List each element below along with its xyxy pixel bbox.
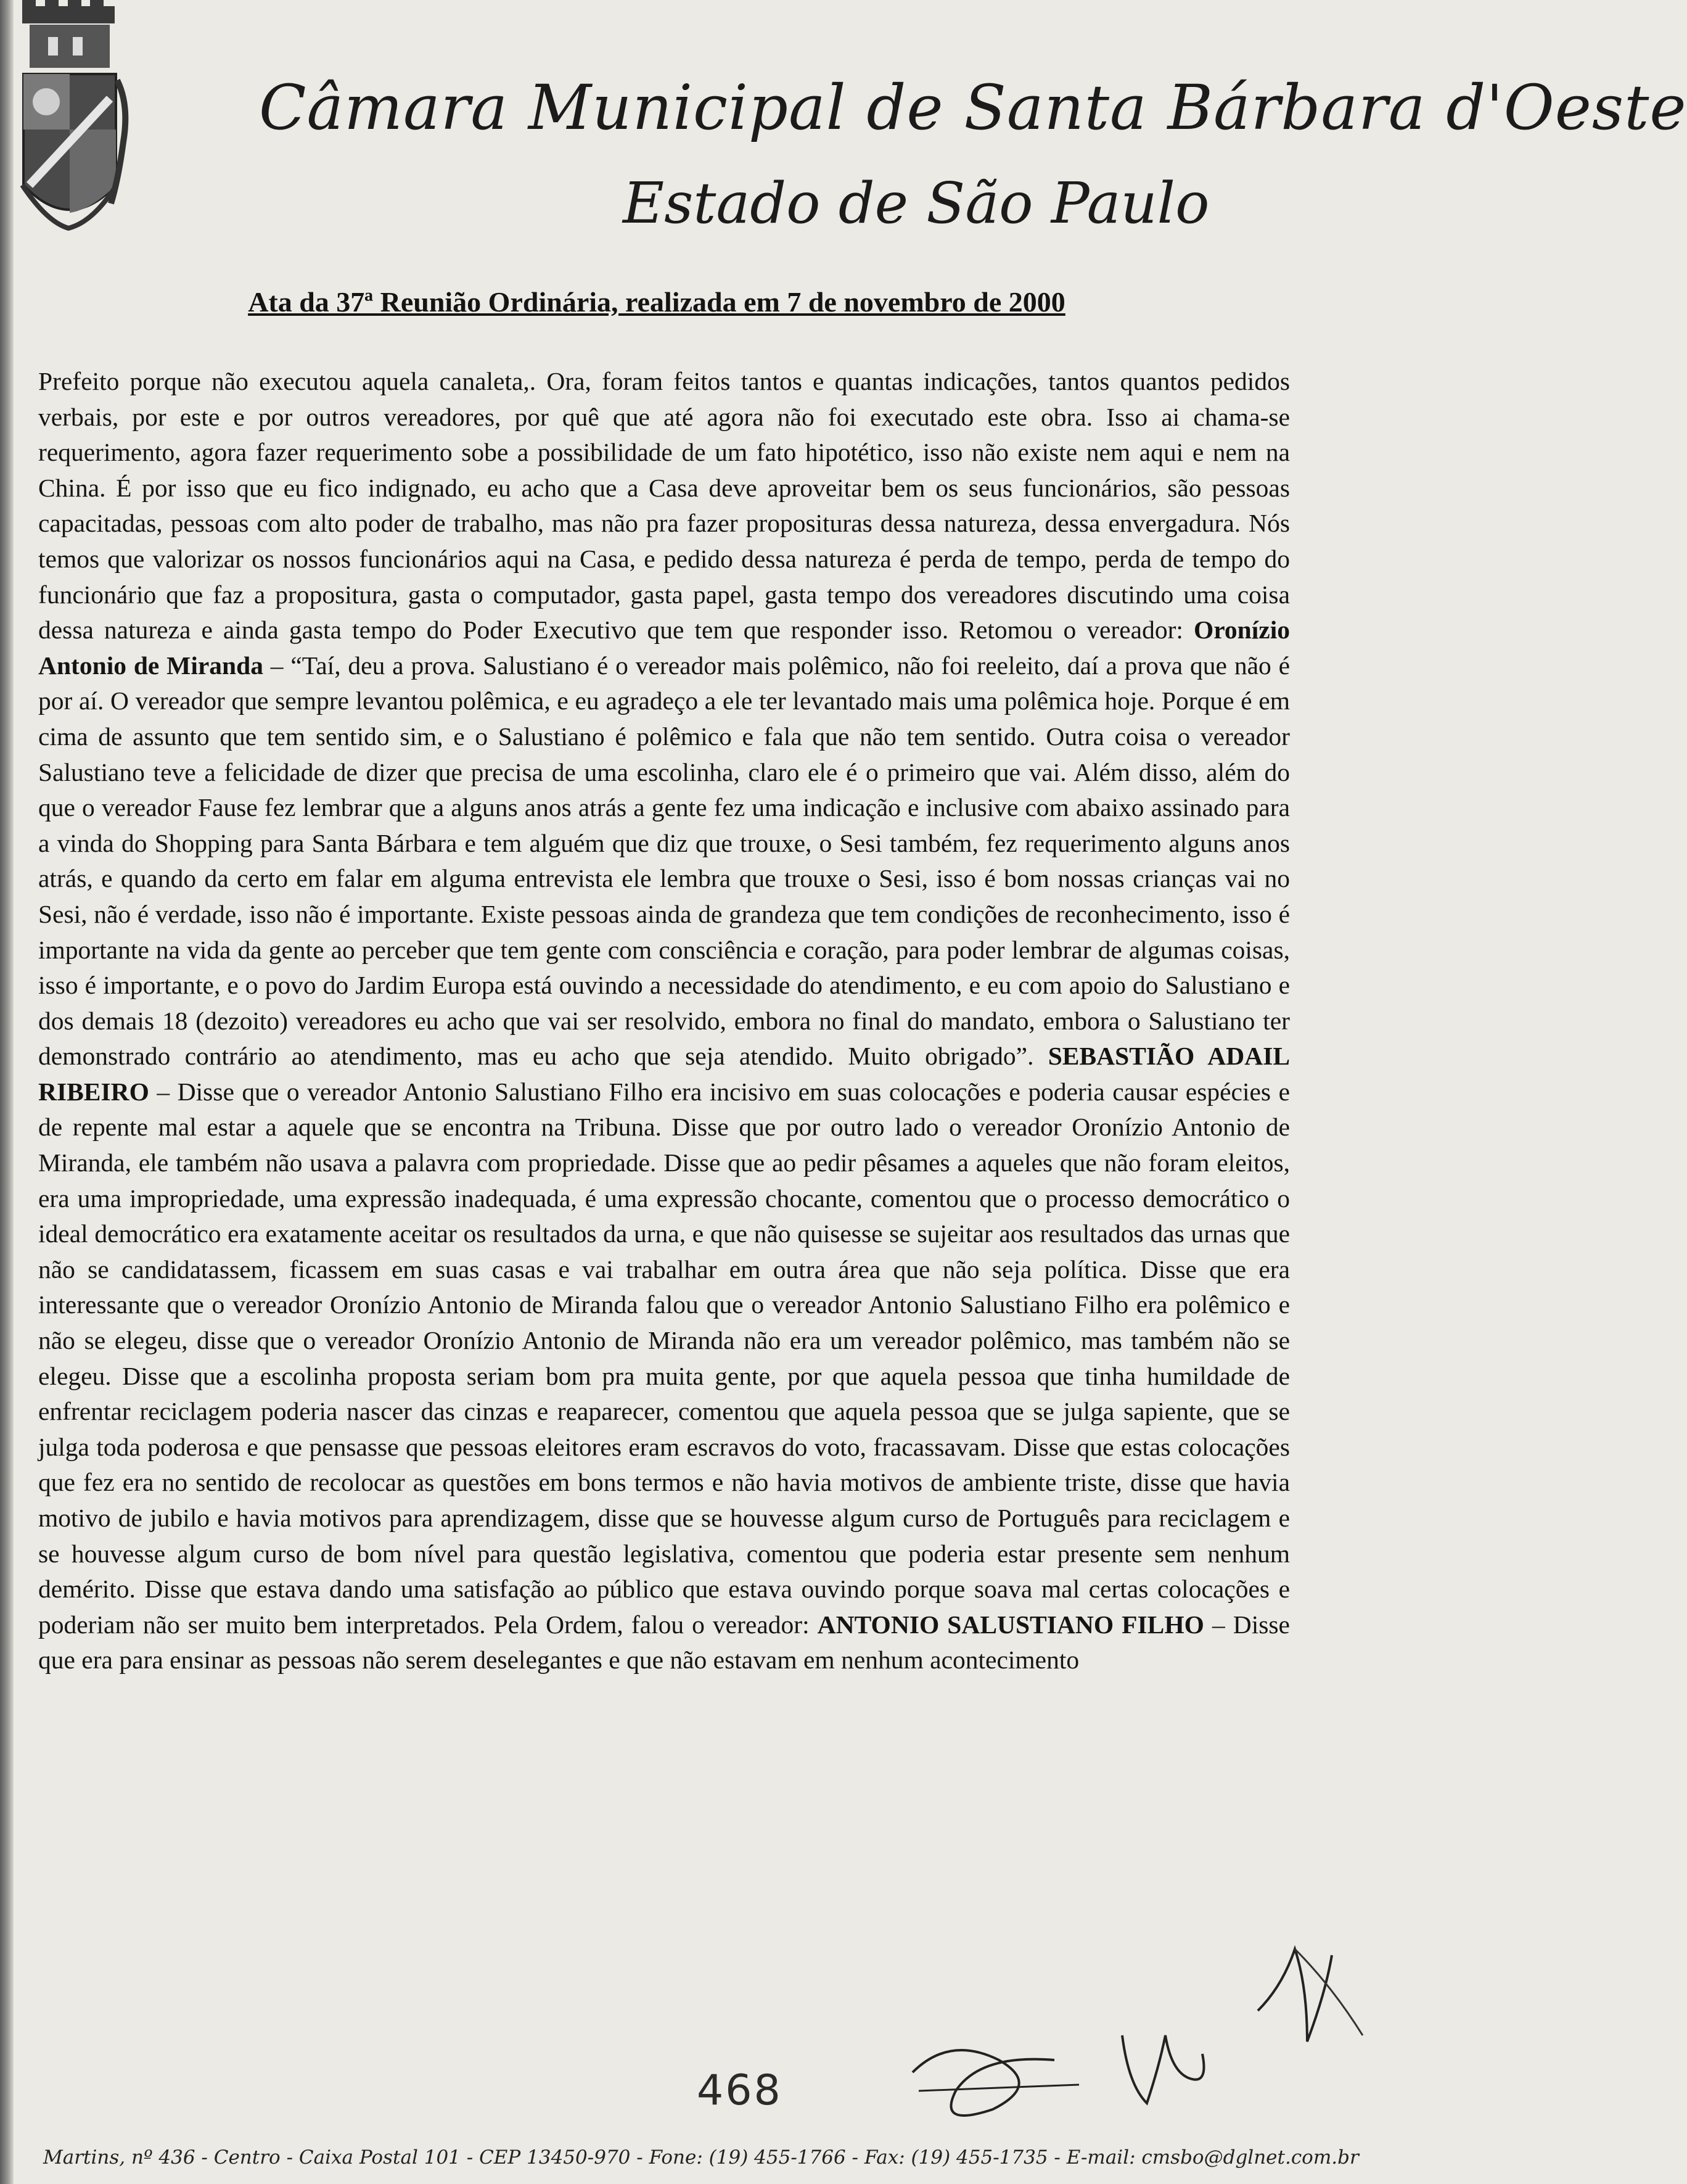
coat-of-arms-icon (11, 0, 134, 259)
letterhead (0, 0, 1687, 318)
handwritten-signatures (863, 1937, 1406, 2140)
body-paragraph-text: – “Taí, deu a prova. Salustiano é o vereador mais polêmico, não foi reeleito, daí a prova que não é por aí. O vereador que sempre levantou polêmica, e eu agradeço a ele ter levantado mais uma polêmica hoje. Porque é em cima de assunto que tem sentido sim, e o Salustiano é polêmico e fala que não tem sentido. Outra coisa o vereador Salustiano teve a felicidade de dizer que precisa de uma escolinha, claro ele é o primeiro que vai. Além disso, além do que o vereador Fause fez lembrar que a alguns anos atrás a gente fez uma indicação e inclusive com abaixo assinado para a vinda do Shopping para Santa Bárbara e tem alguém que diz que trouxe, o Sesi também, fez requerimento alguns anos atrás, e quando da certo em falar em alguma entrevista ele lembra que trouxe o Sesi, isso é bom nossas crianças vai no Sesi, não é verdade, isso não é importante. Existe pessoas ainda de grandeza que tem condições de reconhecimento, isso é importante na vida da gente ao perceber que tem gente com consciência e coração, para poder lembrar de algumas coisas, isso é importante, e o povo do Jardim Europa está ouvindo a necessidade do atendimento, e eu com apoio do Salustiano e dos demais 18 (dezoito) vereadores eu acho que vai ser resolvido, embora no final do mandato, embora o Salustiano ter demonstrado contrário ao atendimento, mas eu acho que seja atendido. Muito obrigado”. (38, 651, 1291, 1071)
speaker-name: SEBASTIÃO ADAIL RIBEIRO (38, 1042, 1290, 1106)
state-name: Estado de São Paulo (623, 170, 1210, 236)
page-binding-edge (0, 0, 14, 2184)
body-paragraph-text: – Disse que era para ensinar as pessoas não serem deselegantes e que não estavam em nenhum acontecimento (38, 1610, 1290, 1675)
footer-address: Martins, nº 436 - Centro - Caixa Postal 101 - CEP 13450-970 - Fone: (19) 455-1766 - Fax: (19) 455-1735 - E-mail: cmsbo@dglnet.com.br (43, 2146, 1359, 2169)
minutes-body (38, 364, 1290, 1678)
speaker-name: ANTONIO SALUSTIANO FILHO (817, 1610, 1204, 1639)
organization-name: Câmara Municipal de Santa Bárbara d'Oeste (259, 72, 1687, 144)
speaker-name: Oronízio Antonio de Miranda (38, 616, 1290, 680)
body-paragraph-text: Prefeito porque não executou aquela canaleta,. Ora, foram feitos tantos e quantas indicações, tantos quantos pedidos verbais, por este e por outros vereadores, por quê que até agora não foi executado este obra. Isso ai chama-se requerimento, agora fazer requerimento sobe a possibilidade de um fato hipotético, isso não existe nem aqui e nem na China. É por isso que eu fico indignado, eu acho que a Casa deve aproveitar bem os seus funcionários, são pessoas capacitadas, pessoas com alto poder de trabalho, mas não pra fazer proposituras dessa natureza, dessa envergadura. Nós temos que valorizar os nossos funcionários aqui na Casa, e pedido dessa natureza é perda de tempo, perda de tempo do funcionário que faz a propositura, gasta o computador, gasta papel, gasta tempo dos vereadores discutindo uma coisa dessa natureza e ainda gasta tempo do Poder Executivo que tem que responder isso. Retomou o vereador: (38, 367, 1290, 645)
document-title: Ata da 37ª Reunião Ordinária, realizada em 7 de novembro de 2000 (248, 286, 1065, 318)
body-paragraph-text: – Disse que o vereador Antonio Salustiano Filho era incisivo em suas colocações e poderia causar espécies e de repente mal estar a aquele que se encontra na Tribuna. Disse que por outro lado o vereador Oronízio Antonio de Miranda, ele também não usava a palavra com propriedade. Disse que ao pedir pêsames a aqueles que não foram eleitos, era uma impropriedade, uma expressão inadequada, é uma expressão chocante, comentou que o processo democrático o ideal democrático era exatamente aceitar os resultados da urna, e que não quisesse se sujeitar aos resultados das urnas que não se candidatassem, ficassem em suas casas e vai trabalhar em outra área que não seja política. Disse que era interessante que o vereador Oronízio Antonio de Miranda falou que o vereador Antonio Salustiano Filho era polêmico e não se elegeu, disse que o vereador Oronízio Antonio de Miranda não era um vereador polêmico, mas também não se elegeu. Disse que a escolinha proposta seriam bom pra muita gente, por que aquela pessoa que tinha humildade de enfrentar reciclagem poderia nascer das cinzas e reaparecer, comentou que aquela pessoa que se julga sapiente, que se julga toda poderosa e que pensasse que pessoas eleitores eram escravos do voto, fracassavam. Disse que estas colocações que fez era no sentido de recolocar as questões em bons termos e não havia motivos de ambiente triste, disse que havia motivo de jubilo e havia motivos para aprendizagem, disse que se houvesse algum curso de Português para reciclagem e se houvesse algum curso de bom nível para questão legislativa, comentou que poderia estar presente sem nenhum demérito. Disse que estava dando uma satisfação ao público que estava ouvindo porque soava mal certas colocações e poderiam não ser muito bem interpretados. Pela Ordem, falou o vereador: (38, 1077, 1290, 1639)
page-number: 468 (697, 2066, 782, 2115)
